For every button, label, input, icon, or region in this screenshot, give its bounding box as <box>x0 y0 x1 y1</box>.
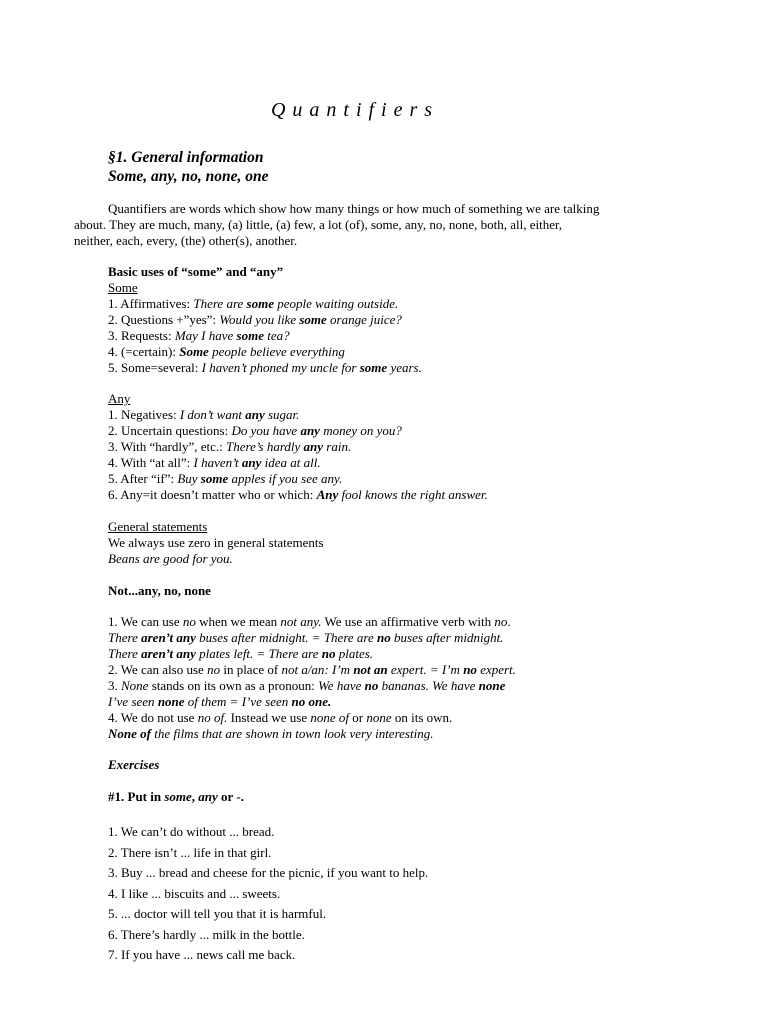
list-item: 2. There isn’t ... life in that girl. <box>108 844 272 860</box>
list-item: 3. Buy ... bread and cheese for the picnic, if you want to help. <box>108 865 429 880</box>
list-item: 1. We can’t do without ... bread. <box>108 824 275 839</box>
list-item: 2. Uncertain questions: Do you have any money on you? <box>108 423 402 438</box>
list-item: 3. Requests: May I have some tea? <box>108 328 290 343</box>
list-item: 2. Questions +”yes”: Would you like some orange juice? <box>108 312 402 327</box>
page-title: Quantifiers <box>270 99 440 121</box>
list-item: 5. After “if”: Buy some apples if you see any. <box>108 471 343 486</box>
general-heading: General statements <box>108 519 208 534</box>
section-subheading: Some, any, no, none, one <box>108 168 269 185</box>
list-item: 4. (=certain): Some people believe everything <box>108 344 345 359</box>
section-heading: §1. General information <box>108 149 264 166</box>
list-item: 1. Affirmatives: There are some people waiting outside. <box>108 296 399 311</box>
basic-uses-heading: Basic uses of “some” and “any” <box>108 264 284 279</box>
list-item: 1. Negatives: I don’t want any sugar. <box>108 407 300 422</box>
list-item: 5. ... doctor will tell you that it is harmful. <box>108 906 327 921</box>
exercise1-list <box>108 822 708 966</box>
list-item: 4. With “at all”: I haven’t any idea at all. <box>108 455 321 470</box>
list-item: 6. There’s hardly ... milk in the bottle. <box>108 926 305 942</box>
general-statements-section: General statements We always use zero in general statements Beans are good for you. <box>108 519 708 567</box>
not-any-heading: Not...any, no, none <box>108 583 211 598</box>
basic-uses-section <box>108 264 708 376</box>
list-item: 4. I like ... biscuits and ... sweets. <box>108 885 281 901</box>
list-item: 5. Some=several: I haven’t phoned my uncle for some years. <box>108 360 422 375</box>
intro-paragraph: Quantifiers are words which show how many things or how much of something we are talking about. They are much, many, (a) little, (a) few, a lot (of), some, any, no, none, both, all, either, neither, each, every, (the) other(s), another. <box>74 201 600 248</box>
some-heading: Some <box>108 280 138 295</box>
list-item: 6. Any=it doesn’t matter who or which: Any fool knows the right answer. <box>108 487 488 502</box>
any-heading: Any <box>108 391 131 406</box>
not-any-section: 1. We can use no when we mean not any. We use an affirmative verb with no. There aren’t any buses after midnight. = There are no buses after midnight. There aren’t any plates left. = There are no plates. 2. We can also use no in place of not a/an: I’m not an expert. = I’m no expert. 3. None stands on its own as a pronoun: We have no bananas. We have none I’ve seen none of them = I’ve seen no one. 4. We do not use no of. Instead we use none of or none on its own. None of the films that are shown in town look very interesting. <box>108 614 516 741</box>
exercises-heading: Exercises <box>108 757 160 772</box>
list-item: 3. With “hardly”, etc.: There’s hardly any rain. <box>108 439 352 454</box>
list-item: 7. If you have ... news call me back. <box>108 947 296 962</box>
any-section <box>108 391 708 503</box>
exercise1-heading: #1. Put in some, any or -. <box>108 789 244 804</box>
